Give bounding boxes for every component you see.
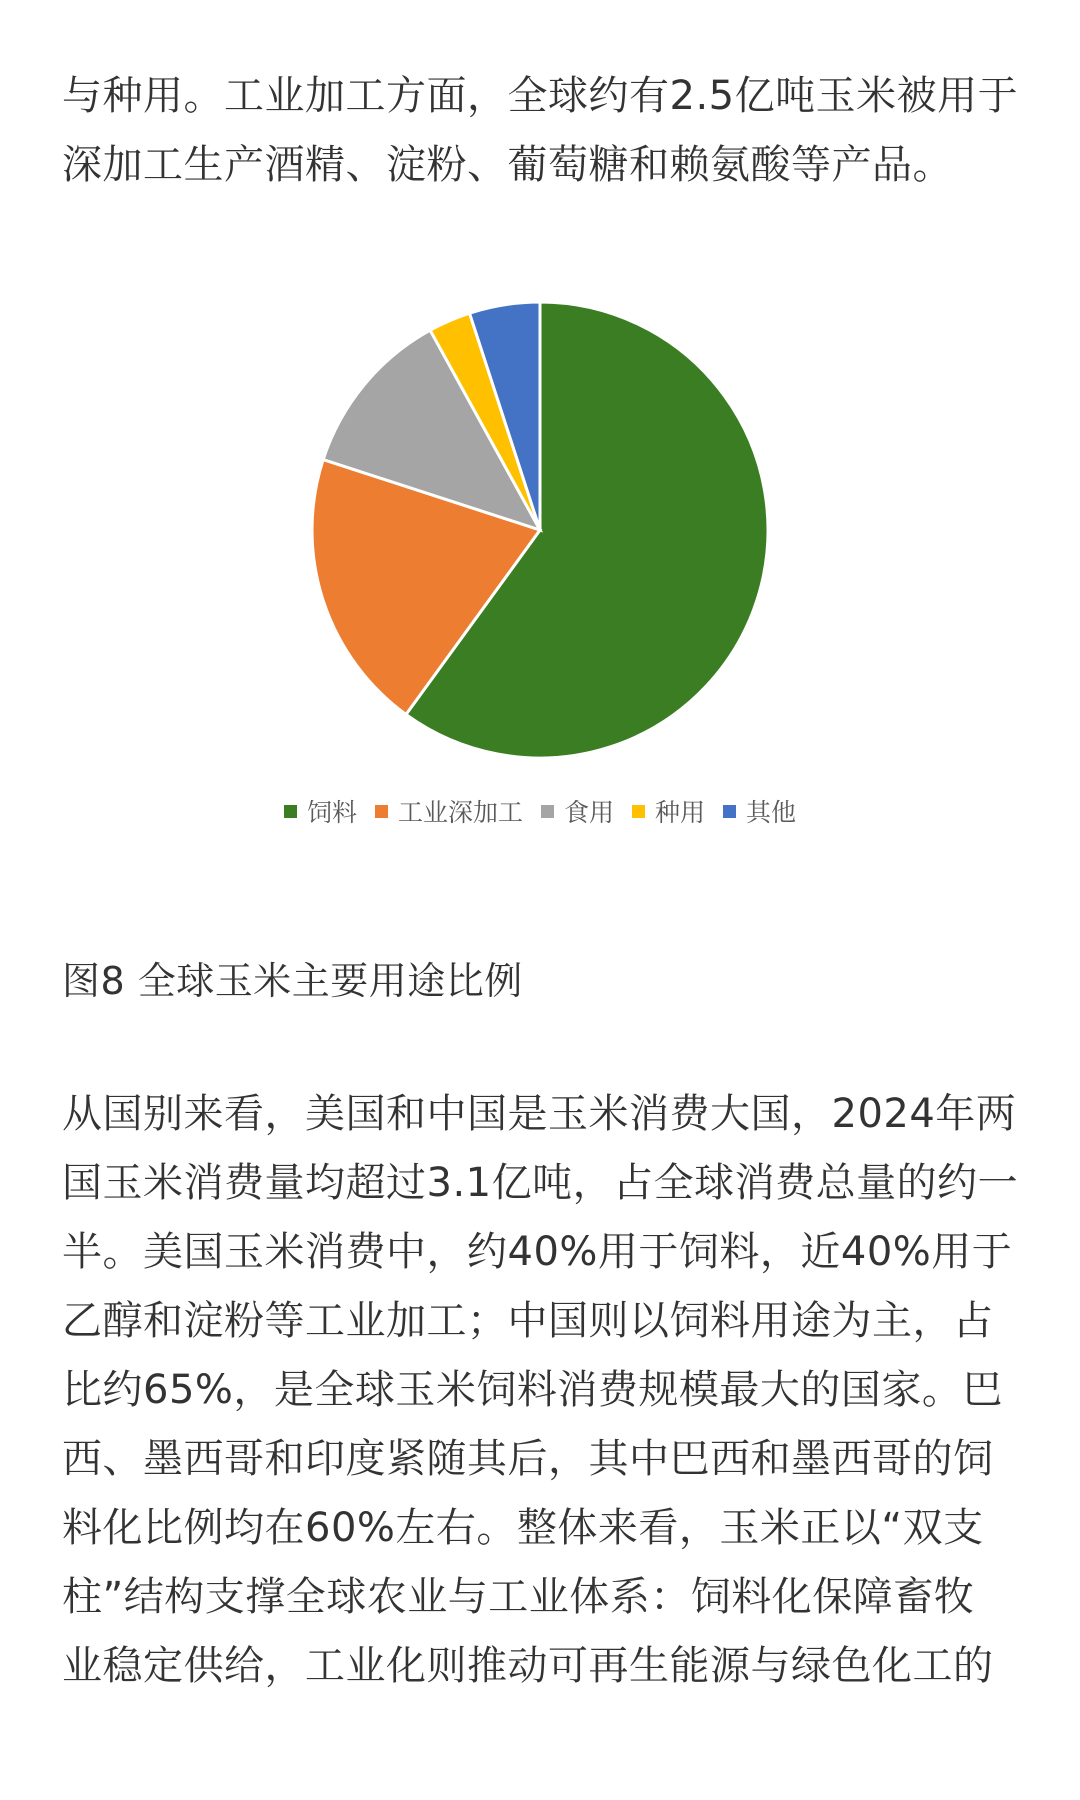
legend-swatch bbox=[375, 805, 388, 818]
pie-chart-svg bbox=[0, 290, 1080, 790]
legend-item-seed bbox=[632, 793, 705, 829]
figure-caption: 图8 全球玉米主要用途比例 bbox=[62, 959, 523, 1003]
body-line: 半。美国玉米消费中，约40%用于饲料，近40%用于 bbox=[62, 1229, 1013, 1275]
legend-item-food bbox=[541, 793, 614, 829]
intro-line: 与种用。工业加工方面，全球约有2.5亿吨玉米被用于 bbox=[62, 73, 1019, 119]
legend-label: 种用 bbox=[655, 798, 706, 827]
body-line: 柱”结构支撑全球农业与工业体系：饲料化保障畜牧 bbox=[62, 1574, 975, 1620]
legend-item-feed bbox=[284, 793, 357, 829]
chart-legend bbox=[0, 793, 1080, 829]
legend-item-industrial bbox=[375, 793, 523, 829]
legend-label: 其他 bbox=[746, 798, 797, 827]
body-line: 业稳定供给，工业化则推动可再生能源与绿色化工的 bbox=[62, 1643, 994, 1689]
body-line: 料化比例均在60%左右。整体来看，玉米正以“双支 bbox=[62, 1505, 984, 1551]
body-line: 从国别来看，美国和中国是玉米消费大国，2024年两 bbox=[62, 1091, 1017, 1137]
legend-swatch bbox=[284, 805, 297, 818]
legend-swatch bbox=[723, 805, 736, 818]
legend-label: 饲料 bbox=[306, 798, 357, 827]
body-line: 比约65%，是全球玉米饲料消费规模最大的国家。巴 bbox=[62, 1367, 1003, 1413]
body-line: 乙醇和淀粉等工业加工；中国则以饲料用途为主，占 bbox=[62, 1298, 994, 1344]
intro-paragraph bbox=[62, 62, 1022, 200]
legend-swatch bbox=[541, 805, 554, 818]
legend-label: 工业深加工 bbox=[397, 798, 523, 827]
pie-chart bbox=[0, 290, 1080, 850]
legend-swatch bbox=[632, 805, 645, 818]
legend-item-other bbox=[723, 793, 796, 829]
body-paragraph bbox=[62, 1080, 1022, 1701]
intro-line: 深加工生产酒精、淀粉、葡萄糖和赖氨酸等产品。 bbox=[62, 142, 953, 188]
legend-label: 食用 bbox=[563, 798, 614, 827]
body-line: 西、墨西哥和印度紧随其后，其中巴西和墨西哥的饲 bbox=[62, 1436, 994, 1482]
body-line: 国玉米消费量均超过3.1亿吨，占全球消费总量的约一 bbox=[62, 1160, 1019, 1206]
